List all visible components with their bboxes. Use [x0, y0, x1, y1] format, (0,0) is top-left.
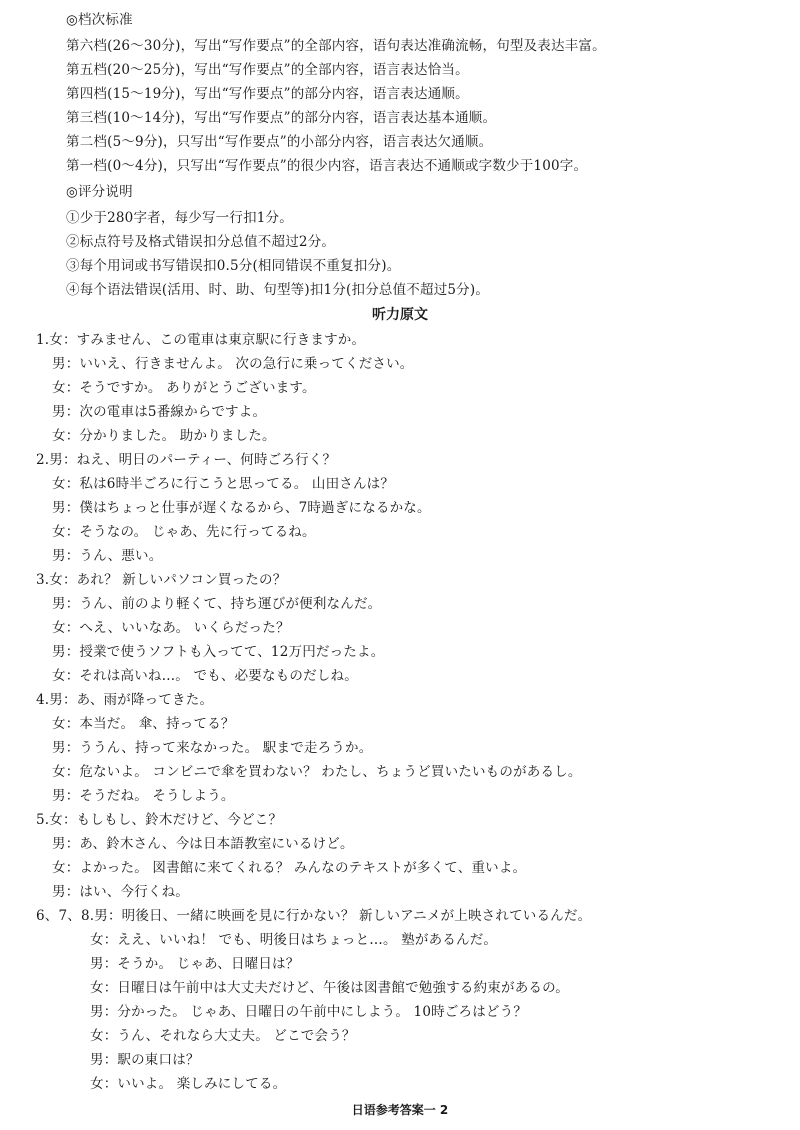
- dialogue-line: 1.女：すみません、この電車は東京駅に行きますか。: [36, 332, 366, 348]
- dialogue-line: 男：はい、今行くね。: [52, 884, 189, 900]
- scoring-heading: ◎评分说明: [66, 184, 133, 200]
- listening-title: 听力原文: [372, 307, 428, 323]
- dialogue-line: 男：いいえ、行きませんよ。 次の急行に乗ってください。: [52, 356, 414, 372]
- criteria-level: 第三档(10～14分)，写出“写作要点”的部分内容，语言表达基本通顺。: [66, 110, 497, 126]
- scoring-item: ②标点符号及格式错误扣分总值不超过2分。: [66, 234, 336, 250]
- dialogue-line: 女：危ないよ。 コンビニで傘を買わない？ わたし、ちょうど買いたいものがあるし。: [52, 764, 582, 780]
- dialogue-line: 女：そうですか。 ありがとうございます。: [52, 380, 316, 396]
- dialogue-line: 男：そうか。 じゃあ、日曜日は？: [90, 956, 300, 972]
- dialogue-line: 女：日曜日は午前中は大丈夫だけど、午後は図書館で勉強する約束があるの。: [90, 980, 569, 996]
- dialogue-line: 男：僕はちょっと仕事が遅くなるから、7時過ぎになるかな。: [52, 500, 431, 516]
- dialogue-line: 女：よかった。 図書館に来てくれる？ みんなのテキストが多くて、重いよ。: [52, 860, 527, 876]
- dialogue-line: 5.女：もしもし、鈴木だけど、今どこ？: [36, 812, 283, 828]
- criteria-level: 第六档(26～30分)，写出“写作要点”的全部内容，语句表达准确流畅，句型及表达丰富。: [66, 38, 606, 54]
- criteria-level: 第二档(5～9分)，只写出“写作要点”的小部分内容，语言表达欠通顺。: [66, 134, 493, 150]
- dialogue-line: 女：そうなの。 じゃあ、先に行ってるね。: [52, 524, 316, 540]
- criteria-level: 第一档(0～4分)，只写出“写作要点”的很少内容，语言表达不通顺或字数少于100字。: [66, 158, 588, 174]
- dialogue-line: 男：うん、悪い。: [52, 548, 163, 564]
- scoring-item: ①少于280字者，每少写一行扣1分。: [66, 210, 293, 226]
- dialogue-line: 女：ええ、いいね！ でも、明後日はちょっと…。 塾があるんだ。: [90, 932, 498, 948]
- dialogue-line: 男：うん、前のより軽くて、持ち運びが便利なんだ。: [52, 596, 382, 612]
- dialogue-line: 3.女：あれ？ 新しいパソコン買ったの？: [36, 572, 287, 588]
- criteria-level: 第五档(20～25分)，写出“写作要点”的全部内容，语言表达恰当。: [66, 62, 469, 78]
- criteria-heading: ◎档次标准: [66, 12, 133, 28]
- dialogue-line: 女：分かりました。 助かりました。: [52, 428, 276, 444]
- dialogue-line: 男：あ、鈴木さん、今は日本語教室にいるけど。: [52, 836, 354, 852]
- scoring-item: ④每个语法错误(活用、时、助、句型等)扣1分(扣分总值不超过5分)。: [66, 282, 490, 298]
- scoring-item: ③每个用词或书写错误扣0.5分(相同错误不重复扣分)。: [66, 258, 401, 274]
- dialogue-line: 女：それは高いね…。 でも、必要なものだしね。: [52, 668, 358, 684]
- dialogue-line: 女：うん、それなら大丈夫。 どこで会う？: [90, 1028, 356, 1044]
- dialogue-line: 6、7、8.男：明後日、一緒に映画を見に行かない？ 新しいアニメが上映されているんだ。: [36, 908, 592, 924]
- dialogue-line: 女：へえ、いいなあ。 いくらだった？: [52, 620, 290, 636]
- dialogue-line: 男：分かった。 じゃあ、日曜日の午前中にしよう。 10時ごろはどう？: [90, 1004, 528, 1020]
- criteria-level: 第四档(15～19分)，写出“写作要点”的部分内容，语言表达通顺。: [66, 86, 469, 102]
- page-footer: 日语参考答案一 2: [351, 1103, 449, 1117]
- dialogue-line: 男：ううん、持って来なかった。 駅まで走ろうか。: [52, 740, 373, 756]
- dialogue-line: 女：本当だ。 傘、持ってる？: [52, 716, 235, 732]
- dialogue-line: 男：次の電車は5番線からですよ。: [52, 404, 267, 420]
- dialogue-line: 2.男：ねえ、明日のパーティー、何時ごろ行く？: [36, 452, 337, 468]
- dialogue-line: 女：いいよ。 楽しみにしてる。: [90, 1076, 287, 1092]
- dialogue-line: 4.男：あ、雨が降ってきた。: [36, 692, 214, 708]
- dialogue-line: 男：授業で使うソフトも入ってて、12万円だったよ。: [52, 644, 385, 660]
- dialogue-line: 男：駅の東口は？: [90, 1052, 200, 1068]
- dialogue-line: 男：そうだね。 そうしよう。: [52, 788, 235, 804]
- dialogue-line: 女：私は6時半ごろに行こうと思ってる。 山田さんは？: [52, 476, 395, 492]
